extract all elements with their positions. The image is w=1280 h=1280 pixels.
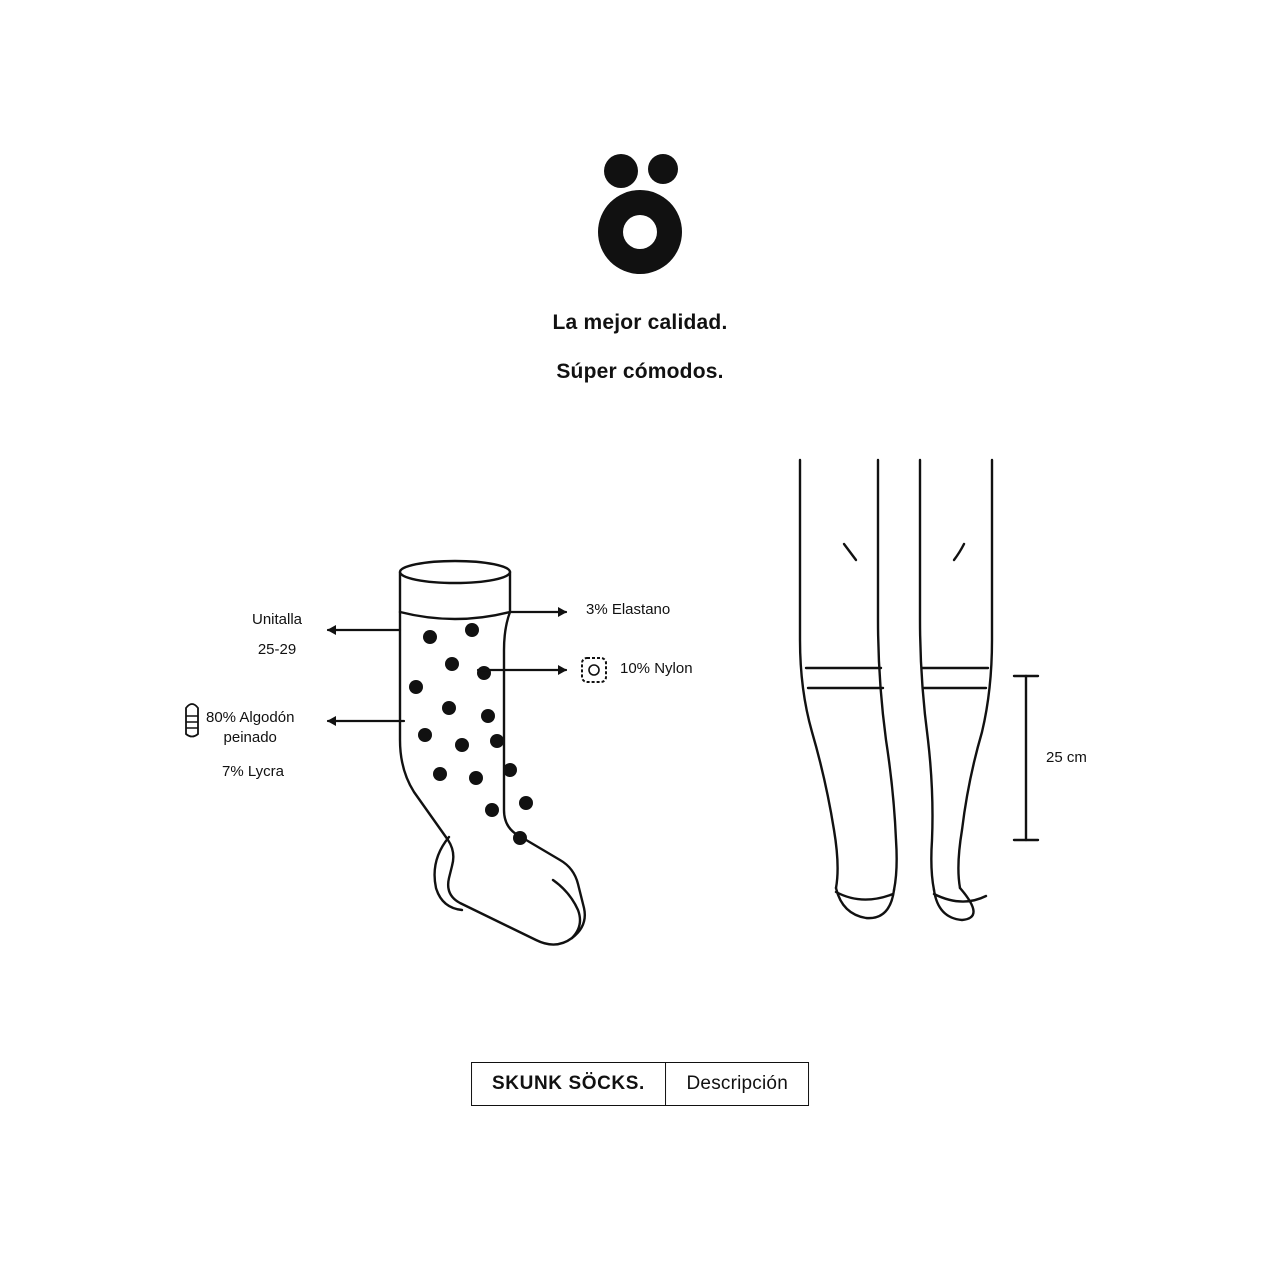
label-size: Unitalla 25-29 (252, 611, 303, 659)
label-nylon: 10% Nylon (620, 660, 693, 677)
skunk-o-umlaut-logo-icon (575, 150, 705, 275)
footer-brand-cell (472, 1063, 665, 1105)
brand-logo (0, 150, 1280, 275)
footer-section-cell (667, 1063, 808, 1105)
cotton-thread-spool-icon (186, 704, 198, 737)
label-elastane: 3% Elastano (586, 601, 671, 618)
label-cotton: 80% Algodón peinado (206, 709, 295, 747)
nylon-swatch-icon (582, 658, 606, 682)
label-lycra: 7% Lycra (222, 763, 284, 780)
brand-name: SKUNK SÖCKS. (492, 1073, 645, 1094)
product-diagram (0, 440, 1280, 960)
tagline-comfort: Súper cómodos. (556, 360, 724, 383)
diagram-svg (0, 440, 1280, 960)
footer-badge (471, 1062, 809, 1106)
label-height: 25 cm (1046, 749, 1087, 766)
tagline-quality: La mejor calidad. (552, 311, 728, 334)
taglines (0, 312, 1280, 382)
section-title: Descripción (686, 1073, 788, 1094)
